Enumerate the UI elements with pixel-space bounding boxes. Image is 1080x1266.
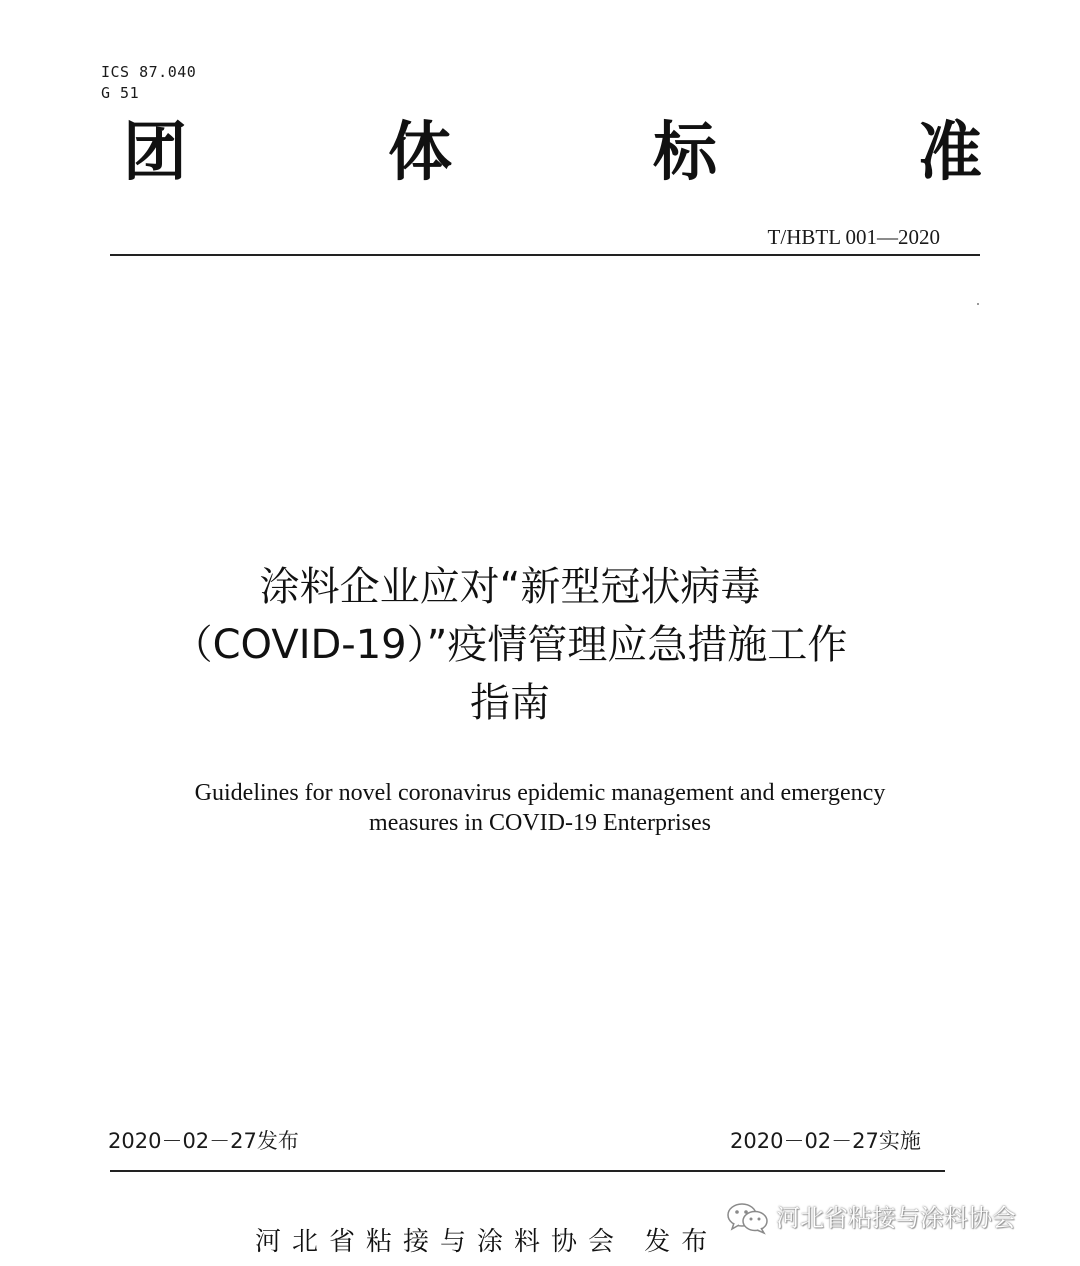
header-char-4: 准 bbox=[918, 116, 982, 190]
chinese-title bbox=[120, 558, 900, 732]
english-title bbox=[120, 778, 960, 838]
bottom-divider bbox=[110, 1170, 945, 1172]
header-char-3: 标 bbox=[653, 116, 717, 190]
english-title-line-1: Guidelines for novel coronavirus epidemic management and emergency bbox=[194, 780, 886, 806]
watermark-text: 河北省粘接与涂料协会 bbox=[776, 1204, 1016, 1232]
ccs-code: G 51 bbox=[101, 84, 140, 102]
classification-codes bbox=[101, 62, 196, 104]
wechat-watermark bbox=[726, 1198, 1016, 1238]
chinese-title-line-1: 涂料企业应对“新型冠状病毒 bbox=[259, 564, 761, 610]
scan-speck bbox=[977, 303, 979, 305]
top-divider bbox=[110, 254, 980, 256]
header-char-2: 体 bbox=[388, 116, 452, 190]
header-char-1: 团 bbox=[123, 116, 187, 190]
publisher-line: 河北省粘接与涂料协会 发布 bbox=[255, 1227, 719, 1257]
ics-code: ICS 87.040 bbox=[101, 63, 197, 81]
implement-date: 2020－02－27实施 bbox=[730, 1129, 921, 1153]
standard-number: T/HBTL 001—2020 bbox=[767, 225, 940, 249]
chinese-title-line-3: 指南 bbox=[470, 680, 550, 726]
wechat-icon bbox=[726, 1201, 770, 1235]
english-title-line-2: measures in COVID-19 Enterprises bbox=[369, 810, 711, 836]
chinese-title-line-2: （COVID-19）”疫情管理应急措施工作 bbox=[172, 622, 848, 668]
issue-date: 2020－02－27发布 bbox=[108, 1129, 299, 1153]
